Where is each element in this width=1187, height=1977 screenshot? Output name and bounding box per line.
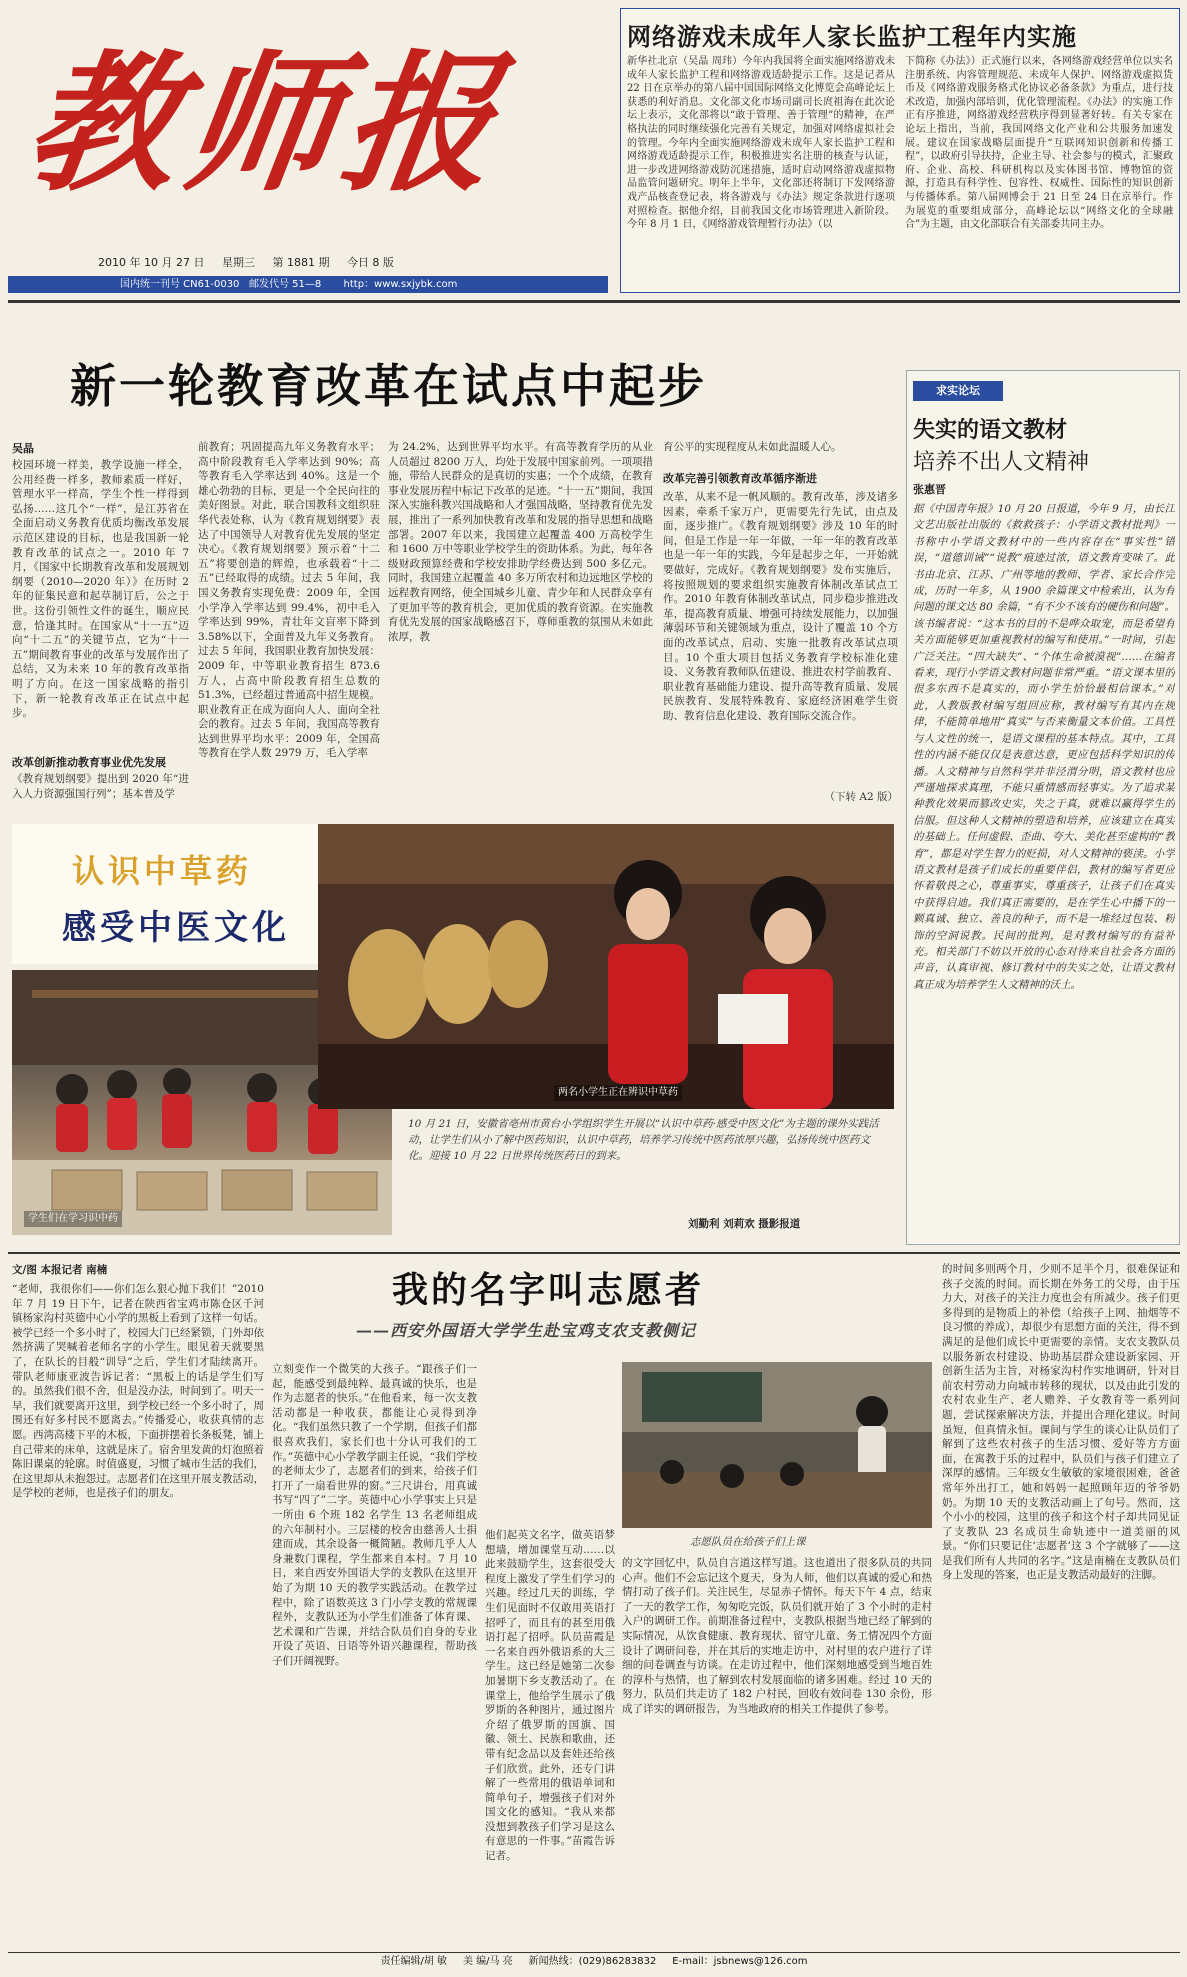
volunteer-col1: “老师，我很你们——你们怎么狠心抛下我们！”2010 年 7 月 19 日下午，记者在陕西省宝鸡市陈仓区千河镇杨家沟村英德中心小学的黑板上看到了这样一句话。被学已经一个多小时了，校园大门已经紧锁，门外却依然挤满了哭喊着老师名字的小学生。眼见着天就要黑了，在队长的目般“训导”之后，学生们才陆续离开。带队老师康亚波告诉记者：“黑板上的话是学生们写的。虽然我们很不舍，但是没办法，时间到了。明天一早，我们就要离开这里，到学校已经一个多小时了，周围还有好多村民不愿离去。”传播爱心，收获真情的志愿。西湾高楼下平的木板，下面拼摆着长条板凳，铺上自己带来的床单，这就是床了。宿舍里发黄的灯泡照着陈旧课桌的轮廓。时值盛夏，习惯了城市生活的我们，在这里却从未抱怨过。志愿者们在这里开展支教活动，是学校的老师，也是孩子们的朋友。 xyxy=(12,1283,264,1500)
footer-phone: 新闻热线：(029)86283832 xyxy=(528,1956,657,1967)
opinion-title: 失实的语文教材 xyxy=(913,417,1068,443)
volunteer-title: 我的名字叫志愿者 xyxy=(392,1269,705,1311)
post-code: 邮发代号 51—8 xyxy=(248,279,322,290)
lead-col3: 为 24.2%，达到世界平均水平。有高等教育学历的从业人员超过 8200 万人，均处于发展中国家前列。一项项措施，带给人民群众的是真切的实惠；一个个成绩，在教育事业发展历程中标记下改革的足迹。“十一五”期间，我国深入实施科教兴国战略和人才强国战略，坚持教育优先发展，推出了一系列加快教育改革和发展的指导思想和战略部署。2007 年以来，我国建立起覆盖 400 万高校学生和 1600 万中等职业学校学生的资助体系。为此，每年各级财政预算经费和学校安排助学经费达到 500 多亿元。同时，我国建立起覆盖 40 多万所农村和边远地区学校的远程教育网络，使全国城乡儿童、青少年和人民群众享有了更加平等的教育机会，更加优质的教育资源。在实施教育优先发展的国家战略感召下，尊师重教的氛围从未如此浓厚，教 xyxy=(388,441,653,643)
volunteer-byline: 文/图 本报记者 南楠 xyxy=(12,1264,108,1276)
volunteer-col5: 的时间多则两个月，少则不足半个月，很难保证和孩子交流的时间。而长期在外务工的父母，由于压力大，对孩子的关注力度也会有所减少。孩子们更多得到的是物质上的补偿（给孩子上网、抽烟等不良习惯的养成），却很少有思想方面的关注，得不到满足的是他们成长中更需要的亲情。支农支教队员以服务新农村建设、协助基层群众建设新家园、开创新生活为主旨，对杨家沟村作实地调研，针对目前农村劳动力向城市转移的现状，以及由此引发的农村农业生产、老人赡养、子女教育等一系列问题，尝试探索解决方法，并提出合理化建议。时间虽短，但真情永恒。课间与学生的谈心让队员们了解到了这些农村孩子的生活习惯、爱好等方方面面，在寓教于乐的过程中，队员们与孩子们建立了深厚的感情。三年级女生敏敏的家境很困难，爸爸常年外出打工，她和妈妈一起照顾年迈的爷爷奶奶。为期 10 天的支教活动画上了句号。然而，这个小小的校园，这里的孩子和这个村子却共同见证了支教队 23 名成员生命轨迹中一道美丽的风景。“你们只要记住‘志愿者’这 3 个字就够了——这是我们所有人共同的名字。”这是南楠在支教队员们身上发现的答案，也正是支教活动最好的注脚。 xyxy=(942,1263,1180,1582)
footer-bar xyxy=(8,1952,1180,1970)
feature-panel xyxy=(8,820,898,1243)
lead-col4a: 育公平的实现程度从未如此温暖人心。 xyxy=(663,441,842,453)
top-story-title: 网络游戏未成年人家长监护工程年内实施 xyxy=(627,23,1077,51)
divider xyxy=(8,300,1180,303)
volunteer-classroom-illustration xyxy=(622,1362,932,1528)
issue-date: 2010 年 10 月 27 日 xyxy=(98,256,205,269)
cn-number: 国内统一刊号 CN61-0030 xyxy=(120,279,240,290)
top-story-box xyxy=(620,8,1180,293)
pupils-examining-jars-illustration xyxy=(318,824,894,1109)
issue-info-bar xyxy=(98,254,598,270)
masthead-logo: 教师报 xyxy=(15,36,515,212)
top-story-col2: 下简称《办法》）正式施行以来，各网络游戏经营单位以实名注册系统、内容管理规范、未成年人保护、网络游戏虚拟货币及《网络游戏服务格式化协议必备条款》为重点，进行技术改造，加强内部培训，优化管理流程。《办法》的实施工作正有序推进，网络游戏经营秩序得到显著好转。有关专家在论坛上指出，当前，我国网络文化产业和公共服务加速发展。建议在国家战略层面提升“互联网知识创新和传播工程”，以政府引导扶持，企业主导、社会参与的模式，汇聚政府、企业、高校、科研机构以及实体图书馆、博物馆的资源，打造具有科学性、包容性、权威性、国际性的知识创新与传播体系。第八届网博会于 21 日至 24 日在京举行。作为展览的重要组成部分，高峰论坛以“网络文化的全球融合”为主题，由文化部联合有关部委共同主办。 xyxy=(905,56,1173,231)
footer-editor: 责任编辑/胡 敏 xyxy=(380,1956,448,1967)
opinion-badge: 求实论坛 xyxy=(913,381,1003,401)
lead-subhead-1: 改革创新推动教育事业优先发展 xyxy=(12,756,166,769)
footer-designer: 美 编/马 亮 xyxy=(462,1956,513,1967)
website-link[interactable]: http：www.sxjybk.com xyxy=(343,279,458,290)
footer-email[interactable]: E-mail：jsbnews@126.com xyxy=(672,1956,808,1967)
lead-col2: 前教育；巩固提高九年义务教育水平；高中阶段教育毛入学率达到 90%；高等教育毛入学率达到 40%。这是一个雄心勃勃的目标，更是一个全民向往的美好图景。对此，联合国教科文组织驻华代表处称，认为《教育规划纲要》表达了中国领导人对教育优先发展的坚定决心。《教育规划纲要》预示着“十二五”将要创造的辉煌，也承载着“十二五”已经取得的成绩。过去 5 年间，我国义务教育实现免费：2009 年，全国小学净入学率达到 99.4%，初中毛入学率达到 99%，青壮年文盲率下降到 3.58%以下，全面普及九年义务教育。过去 5 年间，我国职业教育加快发展：2009 年，中等职业教育招生 873.6 万人，占高中阶段教育招生总数的 51.3%，已经超过普通高中招生规模。职业教育正在成为面向人人、面向全社会的教育。过去 5 年间，我国高等教育达到世界平均水平：2009 年，全国高等教育在学人数 2979 万，毛入学率 xyxy=(198,441,380,760)
volunteer-photo-caption: 志愿队员在给孩子们上课 xyxy=(690,1536,806,1548)
top-story-col1: 新华社北京（吴晶 周玮）今年内我国将全面实施网络游戏未成年人家长监护工程和网络游戏适龄提示工作。这是记者从 22 日在京举办的第八届中国国际网络文化博览会高峰论坛上获悉的利好消息。文化部文化市场司副司长庹祖海在此次论坛上表示，文化部将以“敢于管理、善于管理”的精神，在严格执法的同时继续强化完善有关规定，加强对网络虚拟社会的管理。今年内全面实施网络游戏未成年人家长监护工程和网络游戏适龄提示工作，积极推进实名注册的核查与认证，进一步改进网络游戏防沉迷措施，适时启动网络游戏虚拟物品监管问题研究。明年上半年，文化部还将制订下发网络游戏产品核查登记表，将各游戏与《办法》规定条款进行逐项对照检查。据他介绍，目前我国文化市场管理进入新阶段。今年 8 月 1 日，《网络游戏管理暂行办法》（以 xyxy=(627,56,895,231)
issue-number: 第 1881 期 xyxy=(272,256,330,269)
masthead xyxy=(8,6,608,278)
volunteer-col4: 的文字回忆中，队员自言道这样写道。这也道出了很多队员的共同心声。他们不会忘记这个夏天，身为人师，他们以真诚的爱心和热情打动了孩子们。关注民生，尽显赤子情怀。每天下午 4 点，结束了一天的教学工作，匆匆吃完饭，队员们就开始了 3 个小时的走村入户的调研工作。前期准备过程中，支教队根据当地已经了解到的实际情况，从饮食健康、教育现状、留守儿童、务工情况四个方面设计了调研问卷，并在其后的实地走访中，对村里的农户进行了详细的问卷调查与访谈。在走访过程中，他们深刻地感受到当地百姓的淳朴与热情，也了解到农村发展面临的诸多困难。经过 10 天的努力，队员们共走访了 182 户村民，回收有效问卷 130 余份，形成了详实的调研报告，为当地政府的相关工作提供了参考。 xyxy=(622,1557,932,1715)
lead-col1b: 《教育规划纲要》提出到 2020 年“进入人力资源强国行列”；基本普及学 xyxy=(12,773,189,800)
volunteer-photo xyxy=(622,1362,932,1528)
feature-photo-right xyxy=(318,824,894,1109)
lead-headline: 新一轮教育改革在试点中起步 xyxy=(70,359,707,413)
opinion-column xyxy=(906,370,1180,1245)
feature-title-1: 认识中草药 xyxy=(72,852,253,890)
opinion-body: 据《中国青年报》10 月 20 日报道，今年 9 月，由长江文艺出版社出版的《救救孩子：小学语文教材批判》一书称中小学语文教材中的一些内容存在“事实性”错误，“道德训诫”“说教”痕迹过浓，语文教育变味了。此书由北京、江苏、广州等地的教师、学者、家长合作完成，历时一年多，从 1900 余篇课文中检索出，认为有问题的课文达 80 余篇，“有不少不该有的硬伤和问题”。该书编者说：“这本书的目的不是哗众取宠，而是希望有关方面能够更加重视教材的编写和使用。”一时间，引起广泛关注。“四大缺失”、“个体生命被漠视”……在编者看来，现行小学语文教材问题非常严重。“语文课本里的很多东西不是真实的，而小学生恰恰最相信课本。”对此，人教版教材编写组回应称，教材编写有其内在规律，不能简单地用“真实”与否来衡量文本价值。工具性与人文性的统一，是语文课程的基本特点。其中，工具性的内涵不能仅仅是表意达意，更应包括科学知识的传播。人文精神与自然科学并非泾渭分明，语文教材也应严谨地探求真理，不能只重情感而轻事实。为了追求某种教化效果而篡改史实，失之于真，就难以赢得学生的信服。但这种人文精神的塑造和培养，应该建立在真实的基础上。任何虚假、歪曲、夸大、美化甚至虚构的“教育”，都是对学生智力的贬损，对人文精神的亵渎。小学语文教材是孩子们成长的重要伴侣，教材的编写者更应怀着敬畏之心，尊重事实，尊重孩子，让孩子们在真实中获得启迪。我们真正需要的，是在学生心中播下的一颗真诚、独立、善良的种子，而不是一堆经过包装、粉饰的空洞说教。民间的批判，是对教材编写的有益补充。相关部门不妨以开放的心态对待来自社会各方面的声音，认真审视、修订教材中的失实之处，让语文教材真正成为培养学生人文精神的沃土。 xyxy=(913,503,1175,991)
volunteer-subtitle: ——西安外国语大学学生赴宝鸡支农支教侧记 xyxy=(356,1321,697,1340)
feature-credit: 刘勤利 刘莉欢 摄影报道 xyxy=(688,1218,801,1230)
photo-caption-right: 两名小学生正在辨识中草药 xyxy=(554,1085,682,1101)
volunteer-col2: 立刻变作一个微笑的大孩子。“跟孩子们一起，能感受到最纯粹、最真诚的快乐，也是作为志愿者的快乐。”在他看来，每一次支教活动都是一种收获，都能让心灵得到净化。“我们虽然只教了一个学期，但孩子们都很喜欢我们，家长们也十分认可我们的工作。”英德中心小学教学副主任说，“我们学校的老师太少了，志愿者们的到来，给孩子们打开了一扇看世界的窗。”三尺讲台，用真诚书写“四了”二字。英德中心小学事实上只是一所由 6 个班 182 名学生 13 名老师组成的六年制村小。三层楼的校舍由慈善人士捐建而成，其余设备一概简陋。教师几乎人人身兼数门课程，学生都来自本村。7 月 10 日，来自西安外国语大学的支教队在这里开始了为期 10 天的教学实践活动。在教学过程中，除了语数英这 3 门小学支教的常规课程外，支教队还为小学生们准备了体育课、艺术课和广告课，并结合队员们自身的专业开设了英语、日语等外语兴趣课程，帮助孩子们开阔视野。 xyxy=(272,1363,477,1667)
feature-caption: 10 月 21 日，安徽省亳州市黄台小学组织学生开展以“认识中草药·感受中医文化”为主题的课外实践活动，让学生们从小了解中医药知识，认识中草药，培养学习传统中医药浓厚兴趣，弘扬传统中医药文化。迎接 10 月 22 日世界传统医药日的到来。 xyxy=(408,1118,879,1162)
volunteer-col3: 他们起英文名字，做英语梦想墙，增加课堂互动……以此来鼓励学生，这套很受大程度上激发了学生们学习的兴趣。经过几天的训练，学生们见面时不仅敢用英语打招呼了，而且有的甚至用俄语打起了招呼。队员苗霞是一名来自西外俄语系的大三学生。这已经是她第二次参加暑期下乡支教活动了。在课堂上，他给学生展示了俄罗斯的各种图片，通过图片介绍了俄罗斯的国旗、国徽、领土、民族和歌曲，还带有纪念品以及套娃还给孩子们欣赏。此外，还专门讲解了一些常用的俄语单词和简单句子，增强孩子们对外国文化的感知。“我从来都没想到教孩子们学习是这么有意思的一件事。”苗霞告诉记者。 xyxy=(485,1529,615,1863)
lead-continued[interactable]: （下转 A2 版） xyxy=(824,791,898,803)
masthead-blue-bar xyxy=(8,276,608,293)
issue-weekday: 星期三 xyxy=(221,256,255,269)
opinion-subtitle: 培养不出人文精神 xyxy=(913,450,1090,475)
lead-col1-text: 校园环境一样美，教学设施一样全，公用经费一样多，教师素质一样好，管理水平一样高，学生个性一样得到弘扬……这几个“一样”，是江苏省在全面启动义务教育优质均衡改革发展示范区建设的目标，也是我国新一轮教育改革的试点之一。2010 年 7 月，《国家中长期教育改革和发展规划纲要（2010—2020 年）》在历时 2 年的征集民意和起草制订后，公之于世。这份引领性文件的诞生，顺应民意，恰逢其时。在国家从“十一五”迈向“十二五”的关键节点，它为“十一五”期间教育事业的改革与发展作出了总结，又为未来 10 年的教育改革指明了方向。在这一国家战略的指引下，新一轮教育改革正在试点中起步。 xyxy=(12,459,189,720)
issue-pages: 今日 8 版 xyxy=(346,256,394,269)
lead-byline: 吴晶 xyxy=(12,442,34,455)
feature-title-2: 感受中医文化 xyxy=(62,908,290,948)
lead-subhead-2: 改革完善引领教育改革循序渐进 xyxy=(663,472,817,485)
opinion-author: 张惠晋 xyxy=(913,483,946,496)
lead-col4: 改革，从来不是一帆风顺的。教育改革，涉及诸多因素，牵系千家万户，更需要先行先试，由点及面，逐步推广。《教育规划纲要》涉及 10 年的时间，但是工作是一年一年做，一年一年的教育改革也是一年一年的实践，今年是起步之年，一开始就要做好，完成好。《教育规划纲要》发布实施后，将按照规划的要求组织实施教育体制改革试点工作。2010 年教育体制改革试点，同步稳步推进改革，提高教育质量、增强可持续发展能力，以加强薄弱环节和关键领域为重点，设计了覆盖 10 个方面的改革试点，启动、实施一批教育改革试点项目。10 个重大项目包括义务教育学校标准化建设、义务教育教师队伍建设、推进农村学前教育、职业教育基础能力建设、提升高等教育质量、发展民族教育、发展特殊教育、家庭经济困难学生资助、教育信息化建设、教育国际交流合作。 xyxy=(663,491,898,722)
divider xyxy=(8,1252,1180,1254)
photo-caption-left: 学生们在学习识中药 xyxy=(24,1211,122,1227)
